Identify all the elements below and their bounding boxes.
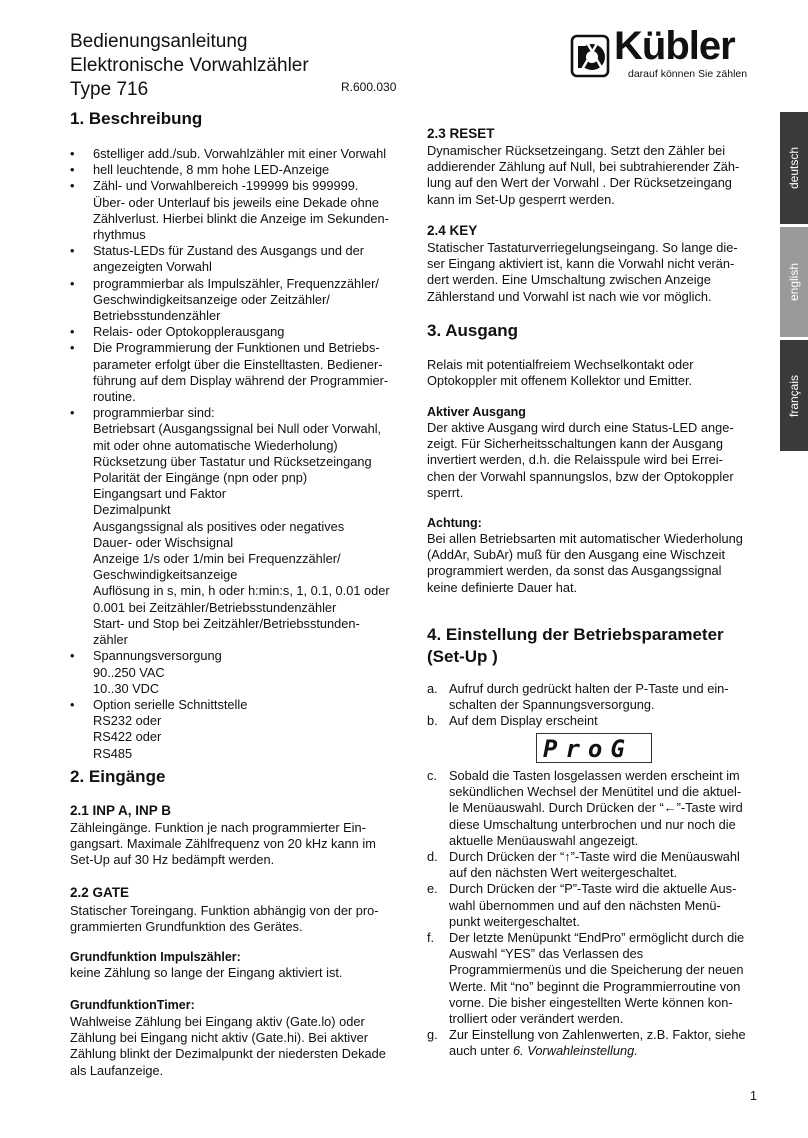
grundfunktion-timer-text: Wahlweise Zählung bei Eingang aktiv (Gate.lo) oder Zählung bei Eingang nicht aktiv (Gate.hi). Bei aktiver Zählung blinkt der Dezimalpunkt der niedersten Dekade als Laufanzeige. — [70, 1014, 386, 1078]
list-item: • Zähl- und Vorwahlbereich -199999 bis 999999. Über- oder Unterlauf bis jeweils eine Dekade ohne Zählverlust. Hierbei blinkt die Anzeige im Sekunden- rhythmus — [70, 178, 389, 243]
section-2-1-heading: 2.1 INP A, INP B — [70, 803, 172, 818]
list-item: • hell leuchtende, 8 mm hohe LED-Anzeige — [70, 162, 330, 178]
section-4-heading: 4. Einstellung der Betriebsparameter (Set-Up ) — [427, 625, 724, 666]
section-2-1-text: Zähleingänge. Funktion je nach programmierter Ein- gangsart. Maximale Zählfrequenz von 20 kHz kann im Set-Up auf 30 Hz bedämpft werden. — [70, 820, 376, 868]
section-3-heading: 3. Ausgang — [427, 321, 518, 340]
list-item: • Spannungsversorgung 90..250 VAC 10..30 VDC — [70, 648, 222, 696]
title-line-2: Elektronische Vorwahlzähler — [70, 55, 309, 76]
list-item: • Relais- oder Optokopplerausgang — [70, 324, 285, 340]
section-2-4-text: Statischer Tastaturverriegelungseingang. So lange die- ser Eingang aktiviert ist, kann die Vorwahl nicht verän- dert werden. Eine Umschaltung zwischen Anzeige Zählerstand und Vorwahl ist nach wie vor möglich. — [427, 240, 738, 304]
list-item: • Status-LEDs für Zustand des Ausgangs und der angezeigten Vorwahl — [70, 243, 365, 275]
section-2-2-text: Statischer Toreingang. Funktion abhängig von der pro- grammierten Grundfunktion des Gerätes. — [70, 903, 379, 935]
list-item: • programmierbar sind: Betriebsart (Ausgangssignal bei Null oder Vorwahl, mit oder ohne automatische Wiederholung) Rücksetzung über Tastatur und Rücksetzeingang Polarität der Eingänge (npn oder pnp) Eingangsart und Faktor Dezimalpunkt Ausgangssignal als positives oder negatives Dauer- oder Wischsignal Anzeige 1/s oder 1/min bei Frequenzzähler/ Geschwindigkeitsanzeige Auflösung in s, min, h oder h:min:s, 1, 0.1, 0.01 oder 0.001 bei Zeitzähler/Betriebsstundenzähler Start- und Stop bei Zeitzähler/Betriebsstunden- zähler — [70, 405, 390, 648]
logo-slogan: darauf können Sie zählen — [628, 68, 748, 80]
logo-wordmark: Kübler — [614, 24, 735, 68]
setup-steps-list-ab — [427, 681, 767, 730]
cross-reference: 6. Vorwahleinstellung. — [513, 1043, 638, 1059]
display-text: ProG — [543, 735, 633, 763]
grundfunktion-impuls-text: keine Zählung so lange der Eingang aktiviert ist. — [70, 965, 343, 980]
tab-francais-label: français — [787, 374, 801, 417]
section-2-3-heading: 2.3 RESET — [427, 126, 495, 141]
list-item: • Option serielle Schnittstelle RS232 oder RS422 oder RS485 — [70, 696, 248, 761]
list-item: b. Auf dem Display erscheint — [427, 713, 598, 729]
list-item: c. Sobald die Tasten losgelassen werden erscheint im sekündlichen Wechsel der Menütitel und die aktuel- le Menüauswahl. Durch Drücken der “←”-Taste wird diese Umschaltung unterbrochen und nur noch die aktuelle Menüauswahl angezeigt. — [427, 768, 743, 848]
section-1-heading: 1. Beschreibung — [70, 109, 203, 128]
list-item: • Die Programmierung der Funktionen und Betriebs- parameter erfolgt über die Einstelltasten. Bediener- führung auf dem Display während der Programmier- routine. — [70, 340, 389, 405]
page-number: 1 — [750, 1089, 757, 1103]
achtung-text: Bei allen Betriebsarten mit automatischer Wiederholung (AddAr, SubAr) muß für den Ausgang eine Wischzeit programmiert werden, da sonst das Ausgangssignal keine definierte Dauer hat. — [427, 531, 743, 595]
led-display-preview — [536, 733, 652, 763]
section-2-4-heading: 2.4 KEY — [427, 223, 478, 238]
tab-deutsch[interactable] — [780, 112, 808, 224]
list-item: • programmierbar als Impulszähler, Frequenzzähler/ Geschwindigkeitsanzeige oder Zeitzähler/ Betriebsstundenzähler — [70, 275, 379, 324]
list-item: e. Durch Drücken der “P”-Taste wird die aktuelle Aus- wahl übernommen und auf den nächsten Menü- punkt weitergeschaltet. — [427, 881, 737, 929]
grundfunktion-timer-heading: GrundfunktionTimer: — [70, 998, 195, 1012]
title-line-3: Type 716 — [70, 79, 149, 100]
title-line-1: Bedienungsanleitung — [70, 31, 248, 52]
description-bullet-list — [70, 146, 410, 762]
section-3-intro: Relais mit potentialfreiem Wechselkontakt oder Optokoppler mit offenem Kollektor und Emitter. — [427, 357, 694, 389]
list-item: f. Der letzte Menüpunkt “EndPro” ermöglicht durch die Auswahl “YES” das Verlassen des Programmiermenüs und die Speicherung der neuen Werte. Mit “no” beginnt die Programmierroutine von vorne. Die bisher eingestellten Werte können kon- trolliert oder verändert werden. — [427, 930, 745, 1027]
aktiver-ausgang-heading: Aktiver Ausgang — [427, 405, 526, 419]
kubler-logo — [570, 24, 762, 84]
list-item: g. Zur Einstellung von Zahlenwerten, z.B. Faktor, siehe auch unter 6. Vorwahleinstellung. — [427, 1027, 746, 1059]
section-2-3-text: Dynamischer Rücksetzeingang. Setzt den Zähler bei addierender Zählung auf Null, bei subtrahierender Zäh- lung auf den Wert der Vorwahl . Der Rücksetzeingang kann im Set-Up gesperrt werden. — [427, 143, 740, 207]
section-2-heading: 2. Eingänge — [70, 767, 166, 786]
tab-english-label: english — [787, 262, 801, 302]
achtung-heading: Achtung: — [427, 516, 482, 530]
section-2-2-heading: 2.2 GATE — [70, 885, 130, 900]
tab-english[interactable] — [780, 227, 808, 337]
list-item: d. Durch Drücken der “↑”-Taste wird die Menüauswahl auf den nächsten Wert weitergeschaltet. — [427, 849, 740, 881]
logo-emblem-icon — [570, 34, 610, 78]
aktiver-ausgang-text: Der aktive Ausgang wird durch eine Status-LED ange- zeigt. Für Sicherheitsschaltungen kann der Ausgang invertiert werden, d.h. die Relaisspule wird bei Errei- chen der Vorwahl spannungslos, bzw der Optokoppler sperrt. — [427, 420, 734, 500]
document-number: R.600.030 — [341, 80, 397, 94]
grundfunktion-impuls-heading: Grundfunktion Impulszähler: — [70, 950, 241, 964]
tab-deutsch-label: deutsch — [787, 146, 801, 190]
tab-francais[interactable] — [780, 340, 808, 451]
list-item: • 6stelliger add./sub. Vorwahlzähler mit einer Vorwahl — [70, 146, 387, 161]
setup-steps-list-cg — [427, 768, 767, 1060]
list-item: a. Aufruf durch gedrückt halten der P-Taste und ein- schalten der Spannungsversorgung. — [427, 681, 729, 713]
